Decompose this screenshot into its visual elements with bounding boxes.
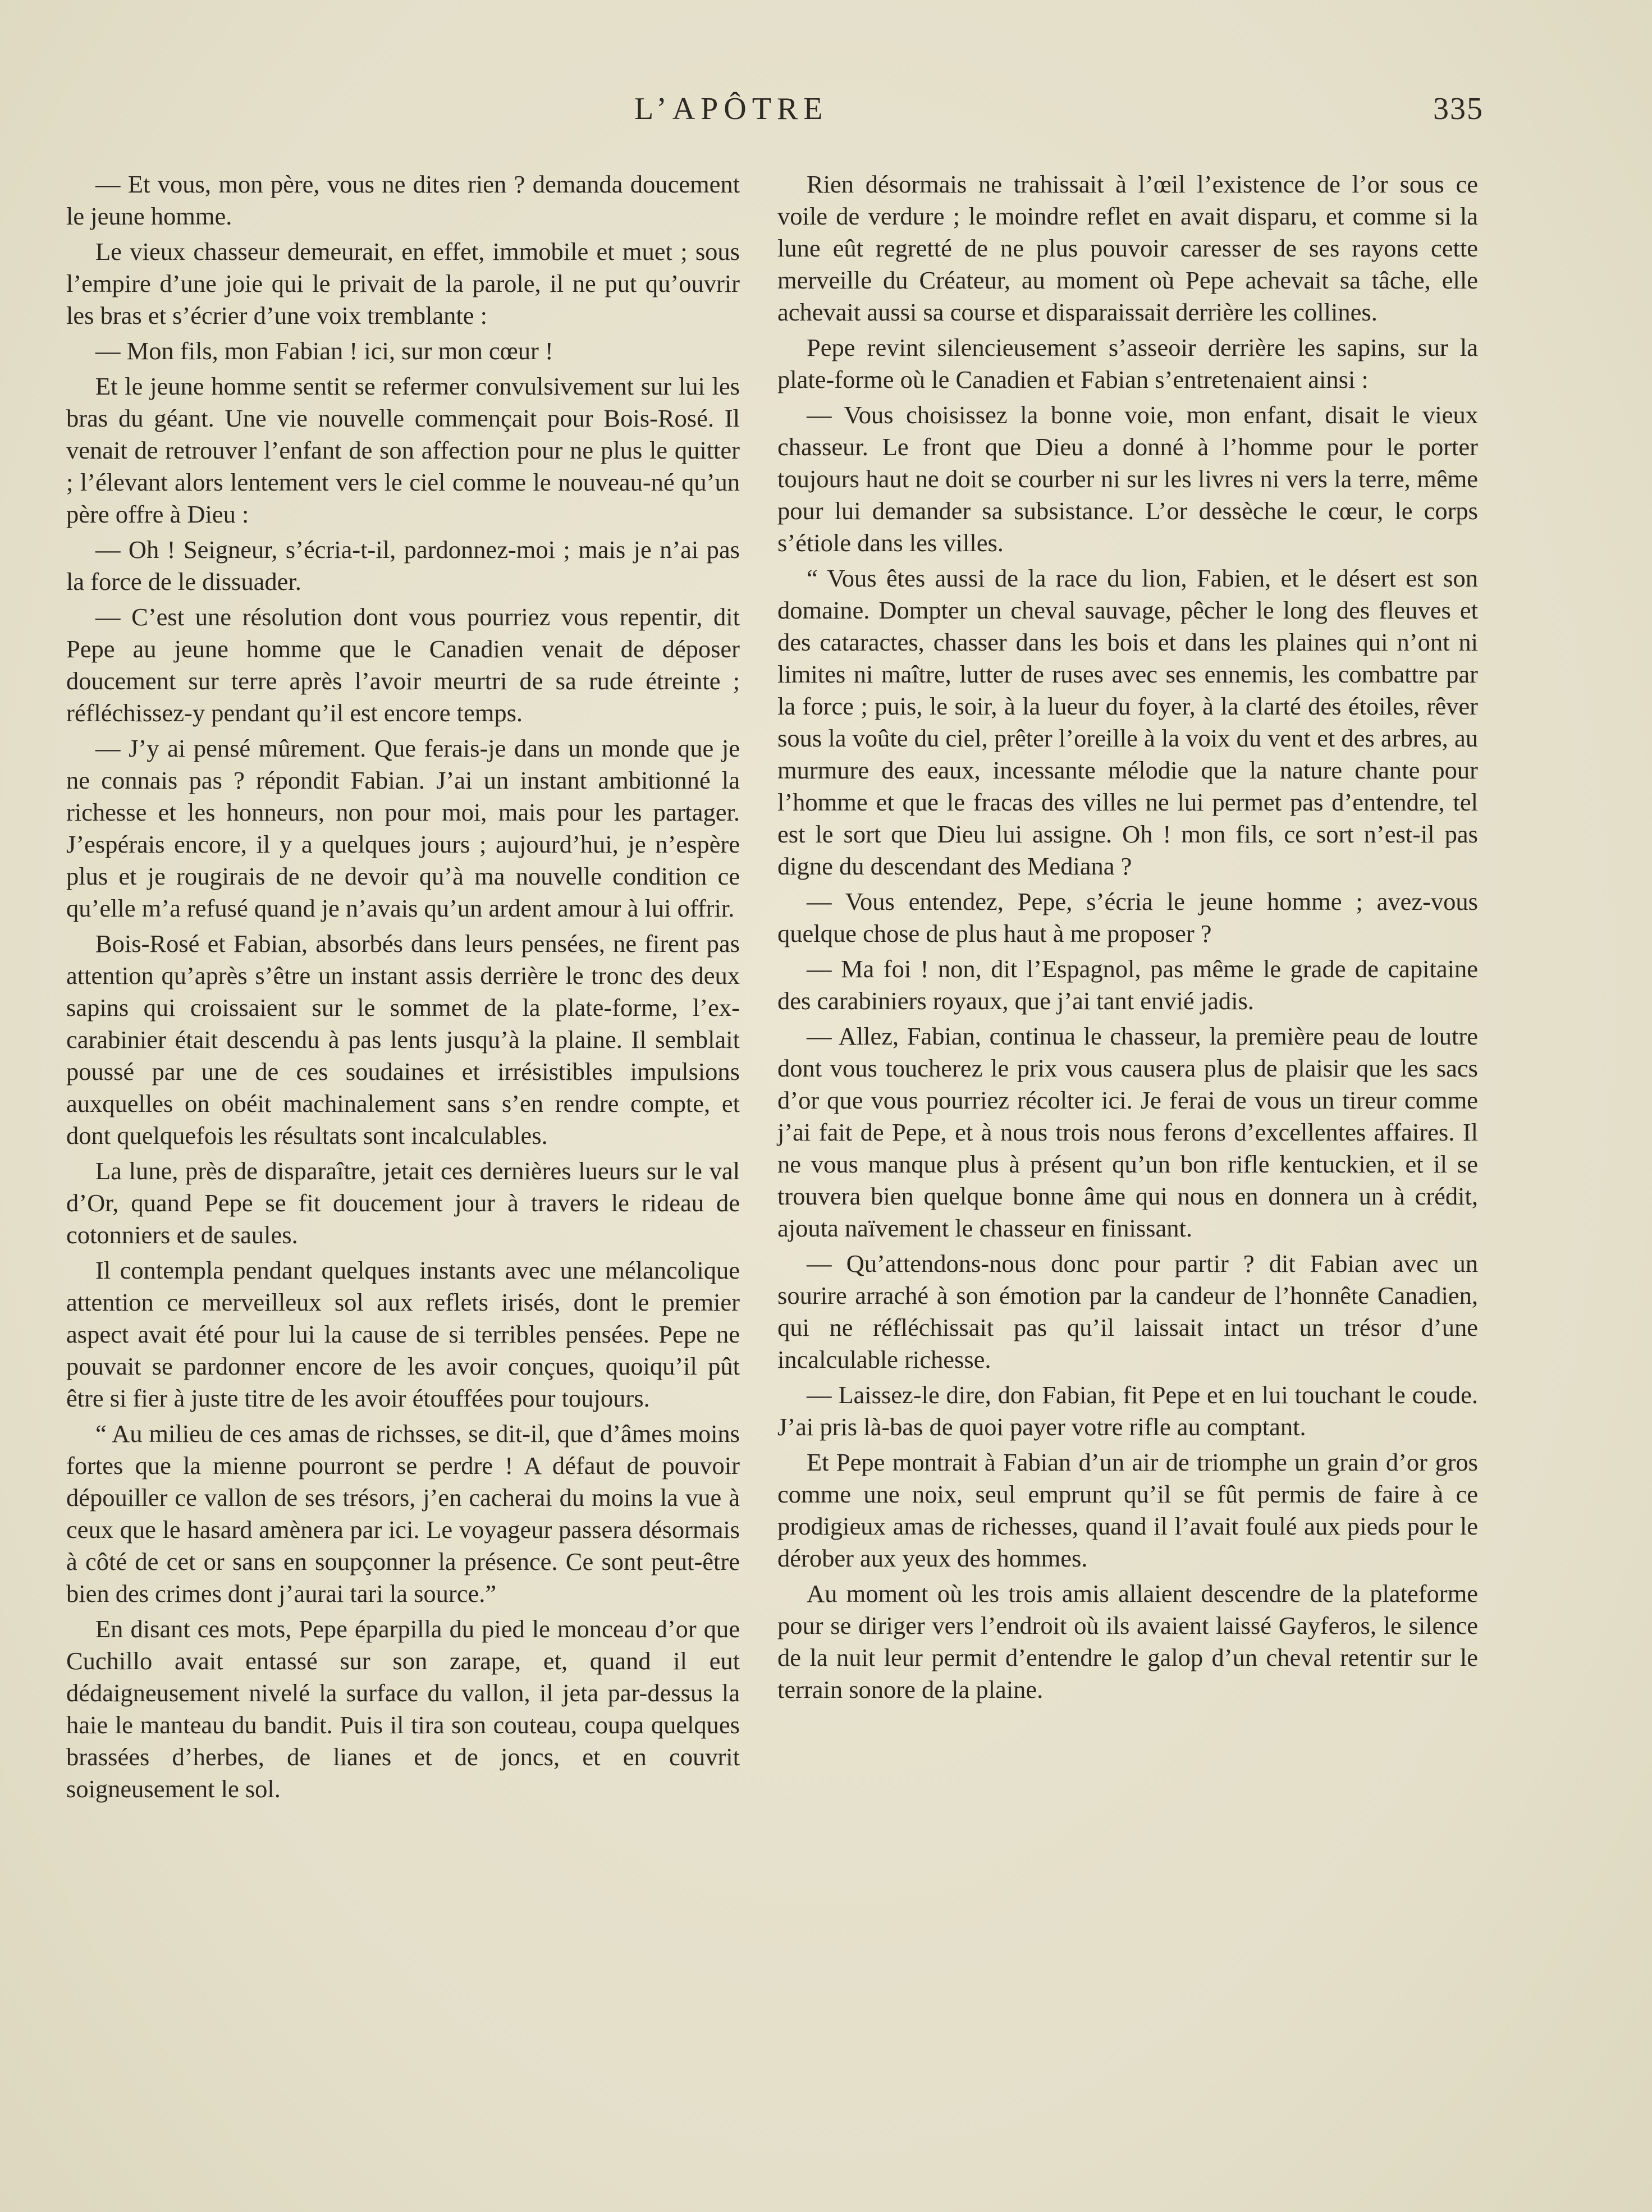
paragraph: — Ma foi ! non, dit l’Espagnol, pas même le grade de capitaine des carabiniers royaux, que j’ai tant envié jadis.	[777, 955, 1478, 1015]
paragraph: “ Au milieu de ces amas de richsses, se dit-il, que d’âmes moins fortes que la mienne pourront se perdre ! A défaut de pouvoir dépouiller ce vallon de ses trésors, j’en cacherai du moins la vue à ceux que le hasard amènera par ici. Le voyageur passera désormais à côté de cet or sans en soupçonner la présence. Ce sont peut-être bien des crimes dont j’aurai tari la source.”	[66, 1419, 740, 1608]
paragraph: — Laissez-le dire, don Fabian, fit Pepe et en lui touchant le coude. J’ai pris là-bas de quoi payer votre rifle au comptant.	[777, 1381, 1478, 1441]
paragraph: — J’y ai pensé mûrement. Que ferais-je dans un monde que je ne connais pas ? répondit Fabian. J’ai un instant ambitionné la richesse et les honneurs, non pour moi, mais pour les partager. J’espérais encore, il y a quelques jours ; aujourd’hui, je n’espère plus et je rougirais de ne devoir qu’à ma nouvelle condition ce qu’elle m’a refusé quand je n’avais qu’un ardent amour à lui offrir.	[66, 734, 740, 922]
paragraph: “ Vous êtes aussi de la race du lion, Fabien, et le désert est son domaine. Dompter un cheval sauvage, pêcher le long des fleuves et des cataractes, chasser dans les bois et dans les plaines qui n’ont ni limites ni maître, lutter de ruses avec ses ennemis, les combattre par la force ; puis, le soir, à la lueur du foyer, à la clarté des étoiles, rêver sous la voûte du ciel, prêter l’oreille à la voix du vent et des arbres, au murmure des eaux, incessante mélodie que la nature chante pour l’homme et que le fracas des villes ne lui permet pas d’entendre, tel est le sort que Dieu lui assigne. Oh ! mon fils, ce sort n’est-il pas digne du descendant des Mediana ?	[777, 564, 1478, 880]
paragraph: Et Pepe montrait à Fabian d’un air de triomphe un grain d’or gros comme une noix, seul emprunt qu’il se fût permis de faire à ce prodigieux amas de richesses, quand il l’avait foulé aux pieds pour le dérober aux yeux des hommes.	[777, 1448, 1478, 1572]
paragraph: — Mon fils, mon Fabian ! ici, sur mon cœur !	[95, 337, 553, 365]
paragraph: — Et vous, mon père, vous ne dites rien ? demanda doucement le jeune homme.	[66, 170, 740, 230]
paragraph: Et le jeune homme sentit se refermer convulsivement sur lui les bras du géant. Une vie nouvelle commençait pour Bois-Rosé. Il venait de retrouver l’enfant de son affection pour ne plus le quitter ; l’élevant alors lentement vers le ciel comme le nouveau-né qu’un père offre à Dieu :	[66, 372, 740, 528]
paragraph: Pepe revint silencieusement s’asseoir derrière les sapins, sur la plate-forme où le Canadien et Fabian s’entretenaient ainsi :	[777, 333, 1478, 393]
right-text-column	[777, 168, 1478, 1709]
paragraph: — Oh ! Seigneur, s’écria-t-il, pardonnez-moi ; mais je n’ai pas la force de le dissuader.	[66, 535, 740, 596]
paragraph: La lune, près de disparaître, jetait ces dernières lueurs sur le val d’Or, quand Pepe se fit doucement jour à travers le rideau de cotonniers et de saules.	[66, 1157, 740, 1249]
paragraph: Il contempla pendant quelques instants avec une mélancolique attention ce merveilleux sol aux reflets irisés, dont le premier aspect avait été pour lui la cause de si terribles pensées. Pepe ne pouvait se pardonner encore de les avoir conçues, quoiqu’il pût être si fier à juste titre de les avoir étouffées pour toujours.	[66, 1256, 740, 1412]
paragraph: Bois-Rosé et Fabian, absorbés dans leurs pensées, ne firent pas attention qu’après s’être un instant assis derrière le tronc des deux sapins qui croissaient sur le sommet de la plate-forme, l’ex-carabinier était descendu à pas lents jusqu’à la plaine. Il semblait poussé par une de ces soudaines et irrésistibles impulsions auxquelles on obéit machinalement sans s’en rendre compte, et dont quelquefois les résultats sont incalculables.	[66, 929, 740, 1149]
paragraph: — Qu’attendons-nous donc pour partir ? dit Fabian avec un sourire arraché à son émotion par la candeur de l’honnête Canadien, qui ne réfléchissait pas qu’il laissait intact un trésor d’une incalculable richesse.	[777, 1249, 1478, 1373]
paragraph: — Vous entendez, Pepe, s’écria le jeune homme ; avez-vous quelque chose de plus haut à me proposer ?	[777, 887, 1478, 947]
paragraph: — Vous choisissez la bonne voie, mon enfant, disait le vieux chasseur. Le front que Dieu a donné à l’homme pour le porter toujours haut ne doit se courber ni sur les livres ni vers la terre, même pour lui demander sa subsistance. L’or dessèche le cœur, le corps s’étiole dans les villes.	[777, 401, 1478, 557]
paragraph: En disant ces mots, Pepe éparpilla du pied le monceau d’or que Cuchillo avait entassé sur son zarape, et, quand il eut dédaigneusement nivelé la surface du vallon, il jeta par-dessus la haie le manteau du bandit. Puis il tira son couteau, coupa quelques brassées d’herbes, de lianes et de joncs, et en couvrit soigneusement le sol.	[66, 1615, 740, 1803]
left-text-column	[66, 168, 740, 1808]
paragraph: — C’est une résolution dont vous pourriez vous repentir, dit Pepe au jeune homme que le Canadien venait de déposer doucement sur terre après l’avoir meurtri de sa rude étreinte ; réfléchissez-y pendant qu’il est encore temps.	[66, 603, 740, 727]
running-title: L’APÔTRE	[634, 91, 829, 126]
page-number: 335	[1433, 91, 1484, 126]
paragraph: Au moment où les trois amis allaient descendre de la plateforme pour se diriger vers l’endroit où ils avaient laissé Gayferos, le silence de la nuit leur permit d’entendre le galop d’un cheval retentir sur le terrain sonore de la plaine.	[777, 1579, 1478, 1703]
paragraph: — Allez, Fabian, continua le chasseur, la première peau de loutre dont vous toucherez le prix vous causera plus de plaisir que les sacs d’or que vous pourriez récolter ici. Je ferai de vous un tireur comme j’ai fait de Pepe, et à nous trois nous ferons d’excellentes affaires. Il ne vous manque plus à présent qu’un bon rifle kentuckien, et il se trouvera bien quelque bonne âme qui nous en donnera un à crédit, ajouta naïvement le chasseur en finissant.	[777, 1022, 1478, 1242]
paragraph: Rien désormais ne trahissait à l’œil l’existence de l’or sous ce voile de verdure ; le moindre reflet en avait disparu, et comme si la lune eût regretté de ne plus pouvoir caresser de ses rayons cette merveille du Créateur, au moment où Pepe achevait sa tâche, elle achevait aussi sa course et disparaissait derrière les collines.	[777, 170, 1478, 326]
paragraph: Le vieux chasseur demeurait, en effet, immobile et muet ; sous l’empire d’une joie qui le privait de la parole, il ne put qu’ouvrir les bras et s’écrier d’une voix tremblante :	[66, 237, 740, 329]
